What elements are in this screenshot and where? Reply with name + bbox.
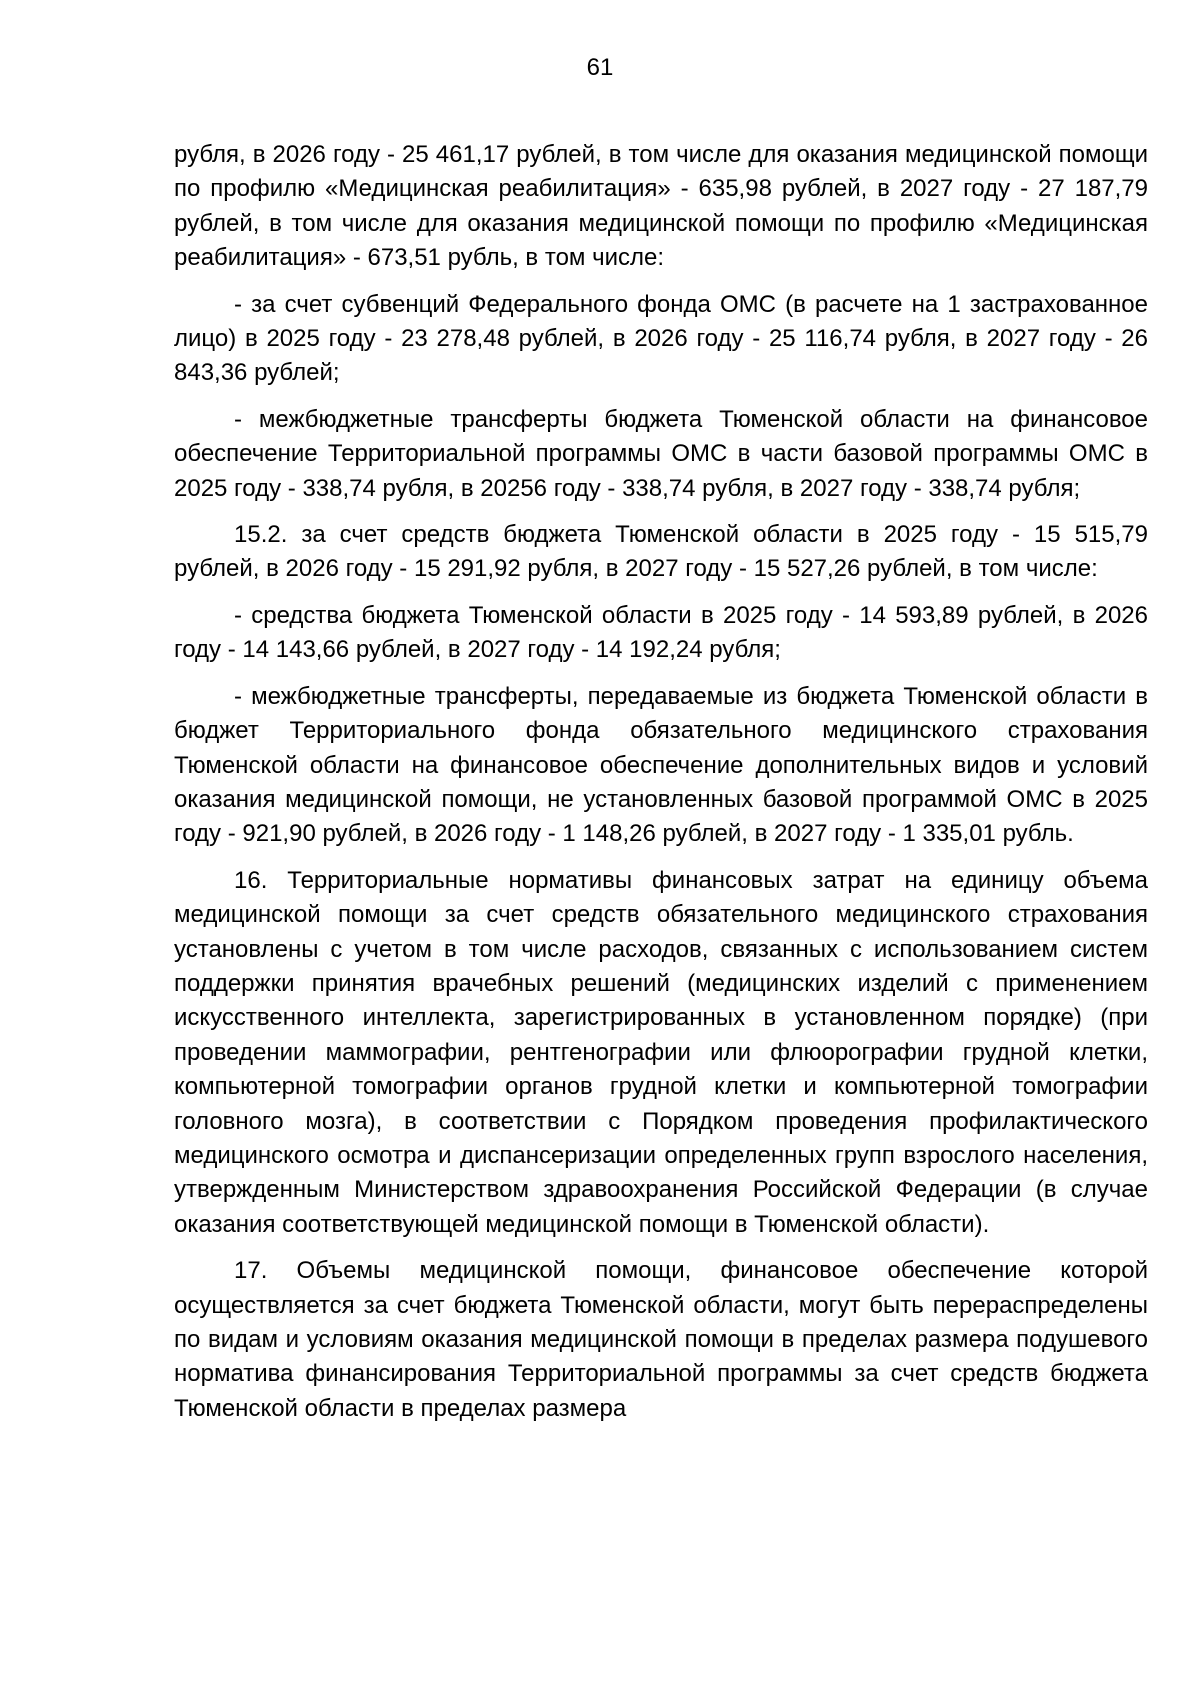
paragraph-interbudget-transfers-additional: - межбюджетные трансферты, передаваемые из бюджета Тюменской области в бюджет Территориального фонда обязательного медицинского страхования Тюменской области на финансовое обеспечение дополнительных видов и условий оказания медицинской помощи, не установленных базовой программой ОМС в 2025 году - 921,90 рублей, в 2026 году - 1 148,26 рублей, в 2027 году - 1 335,01 рубль.	[174, 682, 1148, 848]
paragraph-interbudget-transfers-base: - межбюджетные трансферты бюджета Тюменской области на финансовое обеспечение Территориальной программы ОМС в части базовой программы ОМС в 2025 году - 338,74 рубля, в 20256 году - 338,74 рубля, в 2027 году - 338,74 рубля;	[174, 405, 1148, 502]
paragraph-15-2: 15.2. за счет средств бюджета Тюменской области в 2025 году - 15 515,79 рублей, в 2026 году - 15 291,92 рубля, в 2027 году - 15 527,26 рублей, в том числе:	[174, 521, 1148, 583]
paragraph-subventions: - за счет субвенций Федерального фонда ОМС (в расчете на 1 застрахованное лицо) в 2025 году - 23 278,48 рублей, в 2026 году - 25 116,74 рубля, в 2027 году - 26 843,36 рублей;	[174, 290, 1148, 387]
paragraph-16: 16. Территориальные нормативы финансовых затрат на единицу объема медицинской помощи за счет средств обязательного медицинского страхования установлены с учетом в том числе расходов, связанных с использованием систем поддержки принятия врачебных решений (медицинских изделий с применением искусственного интеллекта, зарегистрированных в установленном порядке) (при проведении маммографии, рентгенографии или флюорографии грудной клетки, компьютерной томографии органов грудной клетки и компьютерной томографии головного мозга), в соответствии с Порядком проведения профилактического медицинского осмотра и диспансеризации определенных групп взрослого населения, утвержденным Министерством здравоохранения Российской Федерации (в случае оказания соответствующей медицинской помощи в Тюменской области).	[174, 866, 1148, 1238]
paragraph-17: 17. Объемы медицинской помощи, финансовое обеспечение которой осуществляется за счет бюджета Тюменской области, могут быть перераспределены по видам и условиям оказания медицинской помощи в пределах размера подушевого норматива финансирования Территориальной программы за счет средств бюджета Тюменской области в пределах размера	[174, 1257, 1148, 1422]
paragraph-continuation: рубля, в 2026 году - 25 461,17 рублей, в том числе для оказания медицинской помощи по профилю «Медицинская реабилитация» - 635,98 рублей, в 2027 году - 27 187,79 рублей, в том числе для оказания медицинской помощи по профилю «Медицинская реабилитация» - 673,51 рубль, в том числе:	[174, 141, 1148, 272]
document-body	[174, 138, 1148, 1438]
page-number: 61	[586, 54, 614, 81]
paragraph-regional-budget-funds: - средства бюджета Тюменской области в 2025 году - 14 593,89 рублей, в 2026 году - 14 143,66 рублей, в 2027 году - 14 192,24 рубля;	[174, 601, 1148, 664]
